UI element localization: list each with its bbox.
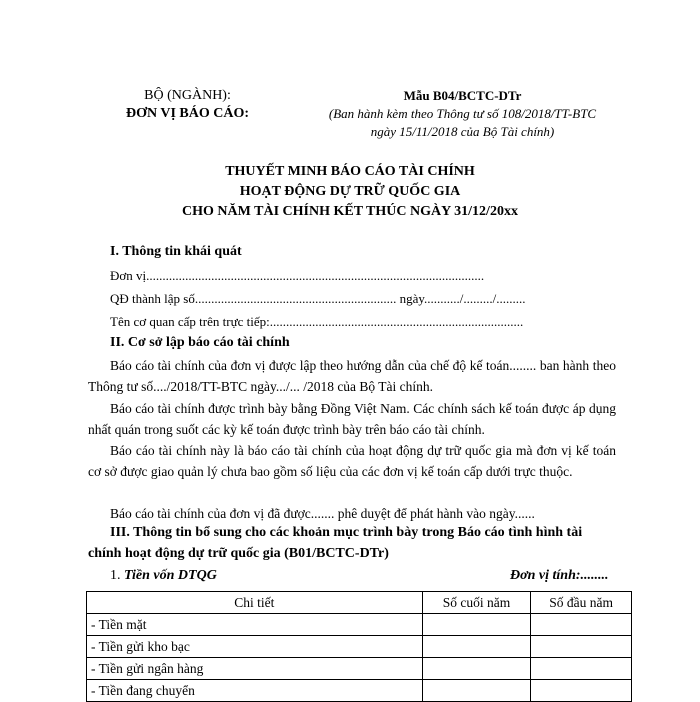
cell-year-start[interactable] xyxy=(531,658,632,680)
cash-details-table xyxy=(86,591,632,702)
basis-paragraph-2: Báo cáo tài chính được trình bày bằng Đồng Việt Nam. Các chính sách kế toán được áp dụng nhất quán trong suốt các kỳ kế toán được trình bày trên báo cáo tài chính. xyxy=(88,401,616,437)
row-label-cash: - Tiền mặt xyxy=(87,614,423,636)
basis-paragraph-4: Báo cáo tài chính của đơn vị đã được....... phê duyệt để phát hành vào ngày...... xyxy=(110,506,535,521)
document-title-line-1: THUYẾT MINH BÁO CÁO TÀI CHÍNH xyxy=(225,164,475,179)
row-label-treasury-deposit: - Tiền gửi kho bạc xyxy=(87,636,423,658)
item-1-number: 1. xyxy=(110,568,121,583)
issued-by-line-2: ngày 15/11/2018 của Bộ Tài chính) xyxy=(370,124,555,139)
row-label-bank-deposit: - Tiền gửi ngân hàng xyxy=(87,658,423,680)
section-3-heading-line-1: III. Thông tin bổ sung cho các khoản mục trình bày trong Báo cáo tình hình tài xyxy=(110,525,583,540)
document-title-line-3: CHO NĂM TÀI CHÍNH KẾT THÚC NGÀY 31/12/20xx xyxy=(182,204,518,219)
basis-paragraph-3: Báo cáo tài chính này là báo cáo tài chính của hoạt động dự trữ quốc gia mà đơn vị kế toán cơ sở được giao quản lý chưa bao gồm số liệu của các đơn vị kế toán cấp dưới trực thuộc. xyxy=(88,443,616,479)
reporting-unit-label: ĐƠN VỊ BÁO CÁO: xyxy=(125,106,250,121)
column-header-year-start: Số đầu năm xyxy=(531,592,632,614)
cell-year-end[interactable] xyxy=(422,658,531,680)
ministry-label: BỘ (NGÀNH): xyxy=(144,88,231,103)
unit-of-measure-label: Đơn vị tính:........ xyxy=(510,568,609,583)
document-title-line-2: HOẠT ĐỘNG DỰ TRỮ QUỐC GIA xyxy=(239,184,461,199)
section-2-heading: II. Cơ sở lập báo cáo tài chính xyxy=(110,335,290,350)
table-header-row xyxy=(87,592,632,614)
table-row xyxy=(87,636,632,658)
cell-year-start[interactable] xyxy=(531,636,632,658)
item-1-title: Tiền vốn DTQG xyxy=(124,568,217,583)
table-row xyxy=(87,614,632,636)
cell-year-end[interactable] xyxy=(422,614,531,636)
decision-line: QĐ thành lập số.............................................................. ngày.........../........./......... xyxy=(110,291,526,306)
issued-by-line-1: (Ban hành kèm theo Thông tư số 108/2018/TT-BTC xyxy=(328,106,597,121)
form-code: Mẫu B04/BCTC-DTr xyxy=(403,88,522,103)
table-row xyxy=(87,658,632,680)
section-1-heading: I. Thông tin khái quát xyxy=(110,244,242,259)
cell-year-end[interactable] xyxy=(422,636,531,658)
row-label-cash-in-transit: - Tiền đang chuyển xyxy=(87,680,423,702)
cell-year-end[interactable] xyxy=(422,680,531,702)
basis-paragraph-1: Báo cáo tài chính của đơn vị được lập theo hướng dẫn của chế độ kế toán........ ban hành theo Thông tư số..../2018/TT-BTC ngày.../... /2018 của Bộ Tài chính. xyxy=(88,358,616,394)
column-header-year-end: Số cuối năm xyxy=(422,592,531,614)
parent-agency-line: Tên cơ quan cấp trên trực tiếp:.............................................................................. xyxy=(110,314,524,329)
table-row xyxy=(87,680,632,702)
cell-year-start[interactable] xyxy=(531,614,632,636)
unit-name-line: Đơn vị........................................................................................................ xyxy=(110,268,485,283)
item-1-heading xyxy=(110,568,217,584)
column-header-details: Chi tiết xyxy=(87,592,423,614)
section-3-heading-line-2: chính hoạt động dự trữ quốc gia (B01/BCTC-DTr) xyxy=(88,546,389,561)
cell-year-start[interactable] xyxy=(531,680,632,702)
